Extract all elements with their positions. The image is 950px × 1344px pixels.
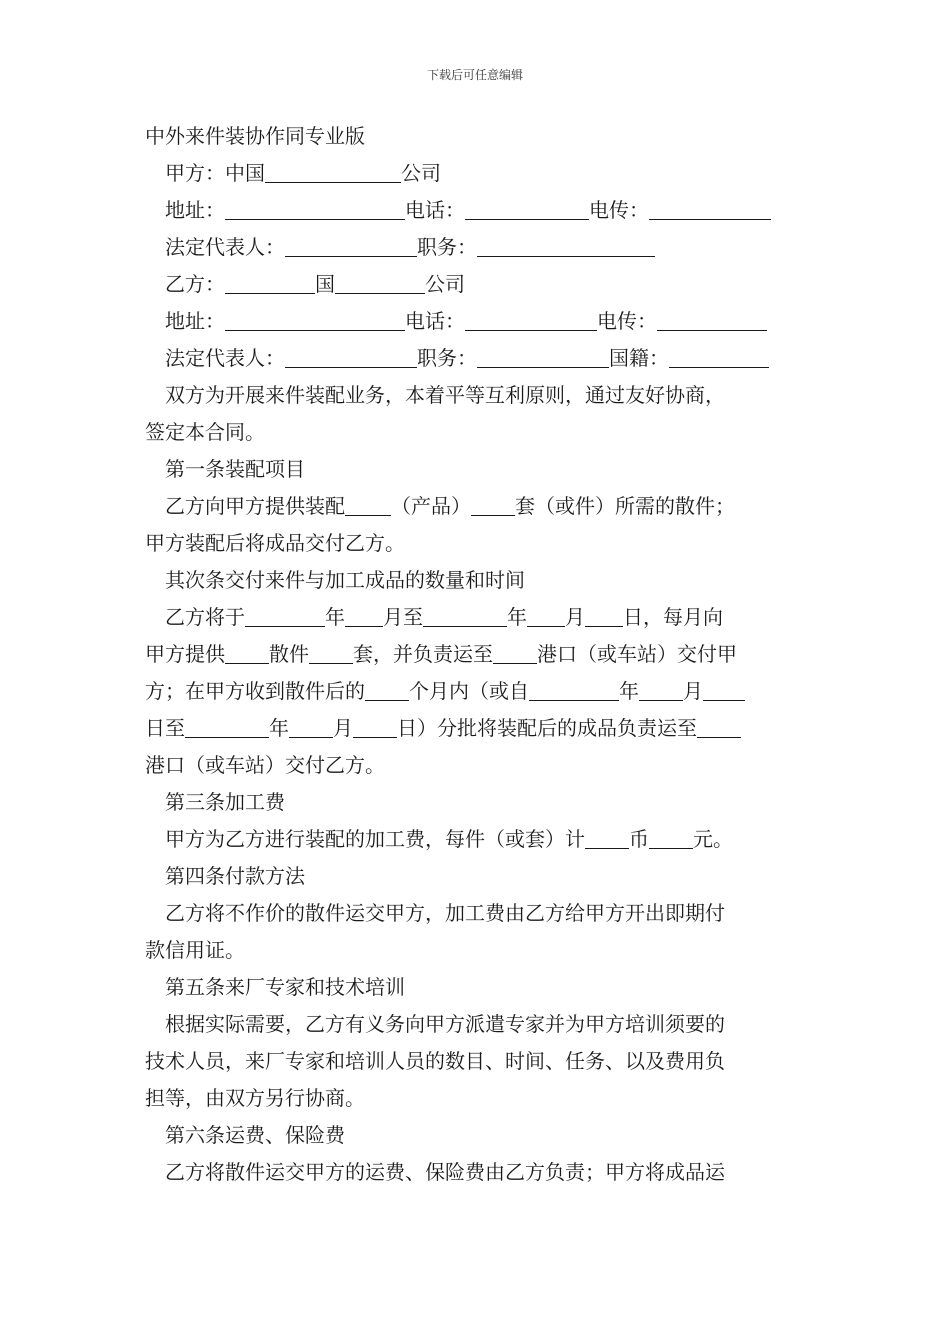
article-6-line-1: 乙方将散件运交甲方的运费、保险费由乙方负责；甲方将成品运 <box>165 1160 725 1184</box>
company-label: 公司 <box>425 272 465 296</box>
blank-field[interactable] <box>639 676 683 701</box>
text-segment: 港口（或车站）交付甲 <box>537 642 737 666</box>
blank-field[interactable] <box>225 269 315 294</box>
text-segment: 日 <box>623 605 643 629</box>
article-3-line-1 <box>145 821 815 858</box>
text-segment: 套（或件）所需的散件； <box>515 494 735 518</box>
text-segment: 月 <box>683 679 703 703</box>
article-2-line-3 <box>145 673 815 710</box>
text-segment: 月 <box>565 605 585 629</box>
party-b-prefix: 乙方： <box>165 272 225 296</box>
article-2-line-4 <box>145 710 815 747</box>
text-segment: 日至 <box>145 716 185 740</box>
article-1-heading: 第一条装配项目 <box>165 457 305 481</box>
blank-field[interactable] <box>335 269 425 294</box>
text-segment: 元。 <box>693 827 733 851</box>
country-label: 国 <box>315 272 335 296</box>
text-segment: 个月内（或自 <box>409 679 529 703</box>
party-b-contact-line <box>145 303 815 340</box>
text-segment: 散件 <box>269 642 309 666</box>
text-segment: 甲方提供 <box>145 642 225 666</box>
blank-field[interactable] <box>669 343 769 368</box>
article-5-heading: 第五条来厂专家和技术培训 <box>165 975 405 999</box>
blank-field[interactable] <box>493 639 537 664</box>
article-1-line-1 <box>145 488 815 525</box>
blank-field[interactable] <box>365 676 409 701</box>
text-segment: 年 <box>269 716 289 740</box>
party-a-prefix: 甲方：中国 <box>165 161 265 185</box>
text-segment: 日）分批将装配后的成品负责运至 <box>397 716 697 740</box>
phone-label: 电话： <box>405 198 465 222</box>
article-6-heading: 第六条运费、保险费 <box>165 1123 345 1147</box>
text-segment: 至 <box>403 605 423 629</box>
text-segment: 乙方向甲方提供装配 <box>165 494 345 518</box>
article-4-heading: 第四条付款方法 <box>165 864 305 888</box>
address-label: 地址： <box>165 198 225 222</box>
blank-field[interactable] <box>289 713 333 738</box>
text-segment: 乙方将于 <box>165 605 245 629</box>
party-b-line <box>145 266 815 303</box>
blank-field[interactable] <box>527 602 565 627</box>
blank-field[interactable] <box>649 195 771 220</box>
text-segment: 方；在甲方收到散件后的 <box>145 679 365 703</box>
article-3-heading: 第三条加工费 <box>165 790 285 814</box>
document-title: 中外来件装协作同专业版 <box>145 124 365 148</box>
blank-field[interactable] <box>225 639 269 664</box>
text-segment: 年 <box>325 605 345 629</box>
contract-document <box>145 118 815 1191</box>
blank-field[interactable] <box>185 713 269 738</box>
blank-field[interactable] <box>649 824 693 849</box>
blank-field[interactable] <box>423 602 507 627</box>
text-segment: 月 <box>383 605 403 629</box>
blank-field[interactable] <box>465 195 589 220</box>
blank-field[interactable] <box>471 491 515 516</box>
text-segment: 年 <box>507 605 527 629</box>
blank-field[interactable] <box>697 713 741 738</box>
text-segment: 年 <box>619 679 639 703</box>
blank-field[interactable] <box>477 232 655 257</box>
rep-label: 法定代表人： <box>165 346 285 370</box>
article-2-line-5: 港口（或车站）交付乙方。 <box>145 753 385 777</box>
article-2-line-2 <box>145 636 815 673</box>
text-segment: ，每月向 <box>643 605 723 629</box>
blank-field[interactable] <box>353 713 397 738</box>
blank-field[interactable] <box>309 639 353 664</box>
nationality-label: 国籍： <box>609 346 669 370</box>
intro-line-2: 签定本合同。 <box>145 420 265 444</box>
intro-line-1: 双方为开展来件装配业务，本着平等互利原则，通过友好协商， <box>165 383 725 407</box>
article-2-line-1 <box>145 599 815 636</box>
blank-field[interactable] <box>265 158 401 183</box>
party-a-line <box>145 155 815 192</box>
blank-field[interactable] <box>345 491 391 516</box>
text-segment: 套，并负责运至 <box>353 642 493 666</box>
blank-field[interactable] <box>225 306 405 331</box>
article-5-line-3: 担等，由双方另行协商。 <box>145 1086 365 1110</box>
article-4-line-1: 乙方将不作价的散件运交甲方，加工费由乙方给甲方开出即期付 <box>165 901 725 925</box>
blank-field[interactable] <box>225 195 405 220</box>
blank-field[interactable] <box>657 306 767 331</box>
article-4-line-2: 款信用证。 <box>145 938 245 962</box>
phone-label: 电话： <box>405 309 465 333</box>
party-a-contact-line <box>145 192 815 229</box>
article-2-heading: 其次条交付来件与加工成品的数量和时间 <box>165 568 525 592</box>
fax-label: 电传： <box>589 198 649 222</box>
page-header: 下载后可任意编辑 <box>426 68 523 82</box>
article-1-line-2: 甲方装配后将成品交付乙方。 <box>145 531 405 555</box>
blank-field[interactable] <box>585 824 629 849</box>
article-5-line-2: 技术人员，来厂专家和培训人员的数目、时间、任务、以及费用负 <box>145 1049 725 1073</box>
party-b-rep-line <box>145 340 815 377</box>
address-label: 地址： <box>165 309 225 333</box>
blank-field[interactable] <box>245 602 325 627</box>
blank-field[interactable] <box>345 602 383 627</box>
blank-field[interactable] <box>477 343 609 368</box>
title-label: 职务： <box>417 235 477 259</box>
text-segment: 甲方为乙方进行装配的加工费，每件（或套）计 <box>165 827 585 851</box>
blank-field[interactable] <box>529 676 619 701</box>
rep-label: 法定代表人： <box>165 235 285 259</box>
blank-field[interactable] <box>585 602 623 627</box>
party-a-suffix: 公司 <box>401 161 441 185</box>
blank-field[interactable] <box>465 306 597 331</box>
text-segment: （产品） <box>391 494 471 518</box>
blank-field[interactable] <box>285 232 417 257</box>
article-5-line-1: 根据实际需要，乙方有义务向甲方派遣专家并为甲方培训须要的 <box>165 1012 725 1036</box>
fax-label: 电传： <box>597 309 657 333</box>
party-a-rep-line <box>145 229 815 266</box>
text-segment: 币 <box>629 827 649 851</box>
text-segment: 月 <box>333 716 353 740</box>
blank-field[interactable] <box>703 676 745 701</box>
title-label: 职务： <box>417 346 477 370</box>
blank-field[interactable] <box>285 343 417 368</box>
